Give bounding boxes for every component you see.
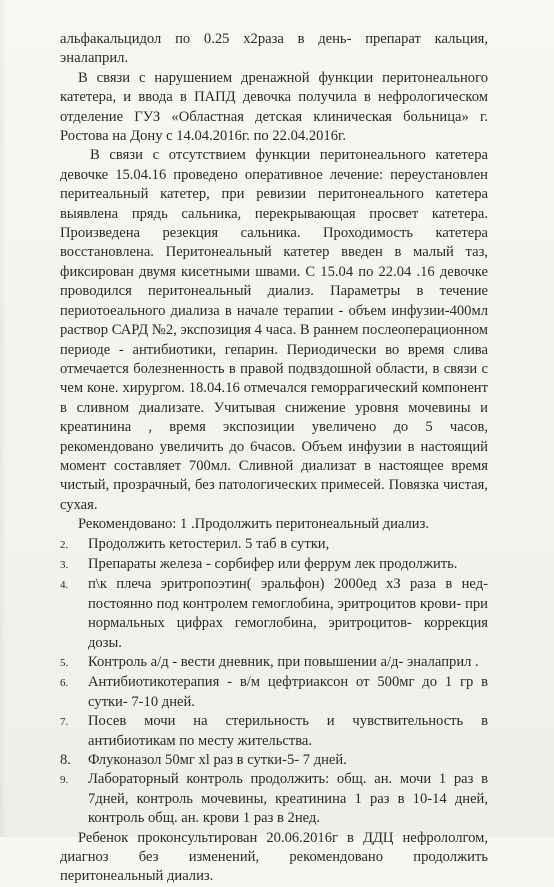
paragraph-closing: Ребенок проконсультирован 20.06.2016г в ДДЦ нефрололгом, диагноз без изменений, рекомендовано продолжить перитонеальный диализ.: [60, 829, 488, 885]
list-item: [60, 712, 488, 751]
list-item-number: 4.: [60, 579, 69, 592]
list-item: [60, 555, 488, 575]
list-item-number: 6.: [60, 677, 69, 690]
list-item: [60, 575, 488, 653]
list-item-number: 8.: [60, 752, 71, 769]
recommendations-intro: Рекомендовано: 1 .Продолжить перитонеальный диализ.: [78, 516, 429, 533]
list-item-text: Флуконазол 50мг xl раз в сутки-5- 7 дней.: [88, 752, 347, 769]
list-item-number: 3.: [60, 558, 69, 571]
list-item-number: 9.: [60, 774, 69, 787]
list-item-text: Антибиотикотерапия - в/м цефтриаксон от 500мг до 1 гр в сутки- 7-10 дней.: [88, 674, 488, 710]
list-item-number: 7.: [60, 716, 69, 729]
list-item: [60, 751, 488, 770]
list-item-number: 5.: [60, 657, 69, 669]
list-item: [60, 535, 488, 555]
paragraph-medications: альфакальцидол по 0.25 х2раза в день- препарат кальция, эналаприл.: [60, 31, 488, 67]
list-item-text: Препараты железа - сорбифер или феррум лек продолжить.: [88, 555, 458, 572]
paragraph-hospitalization: В связи с нарушением дренажной функции перитонеального катетера, и ввода в ПАПД девочка получила в нефрологическом отделение ГУЗ «Областная детская клиническая больница» г. Ростова на Дону с 14.04.2016г. по 22.04.2016г.: [60, 69, 488, 145]
list-item-number: 2.: [60, 538, 69, 551]
list-item-text: Лабораторный контроль продолжить: общ. ан. мочи 1 раз в 7дней, контроль мочевины, креатинина 1 раз в 10-14 дней, контроль общ. ан. крови 1 раз в 2нед.: [88, 771, 488, 827]
list-item: [60, 770, 488, 828]
list-item-text: Контроль а/д - вести дневник, при повышении а/д- эналаприл .: [88, 654, 479, 670]
list-item-text: Продолжить кетостерил. 5 таб в сутки,: [88, 535, 330, 552]
list-item: [60, 673, 488, 712]
paragraph-surgery: В связи с отсутствием функции перитонеального катетера девочке 15.04.16 проведено оперативное лечение: переустановлен перитеальный катетер, при ревизии перитонеального катетера выявлена прядь сальника, перекрывающая просвет катетера. Произведена резекция сальника. Проходимость катетера восстановлена. Перитонеальный катетер введен в малый таз, фиксирован двумя кисетными швами. С 15.04 по 22.04 .16 девочке проводился перитонеальный диализ. Параметры в течение периотоеального диализа в начале терапии - объем инфузии-400мл раствор САРД №2, экспозиция 4 часа. В раннем послеоперационном периоде - антибиотики, гепарин. Периодически во время слива отмечается болезненность в правой подвздошной области, в связи с чем коне. хирургом. 18.04.16 отмечался геморрагический компонент в сливном диализате. Учитывая снижение уровня мочевины и креатинина , время экспозиции увеличено до 5 часов, рекомендовано увеличить до 6часов. Объем инфузии в настоящий момент составляет 700мл. Сливной диализат в настоящее время чистый, прозрачный, без патологических примесей. Повязка чистая, сухая.: [60, 147, 488, 513]
list-item-text: Посев мочи на стерильность и чувствительность в антибиотикам по месту жительства.: [88, 713, 488, 749]
list-item: [60, 653, 488, 673]
list-item-text: п\к плеча эритропоэтин( эральфон) 2000ед хЗ раза в нед- постоянно под контролем гемоглобина, эритроцитов крови- при нормальных цифрах гемоглобина, эритроцитов- коррекция дозы.: [88, 576, 488, 651]
